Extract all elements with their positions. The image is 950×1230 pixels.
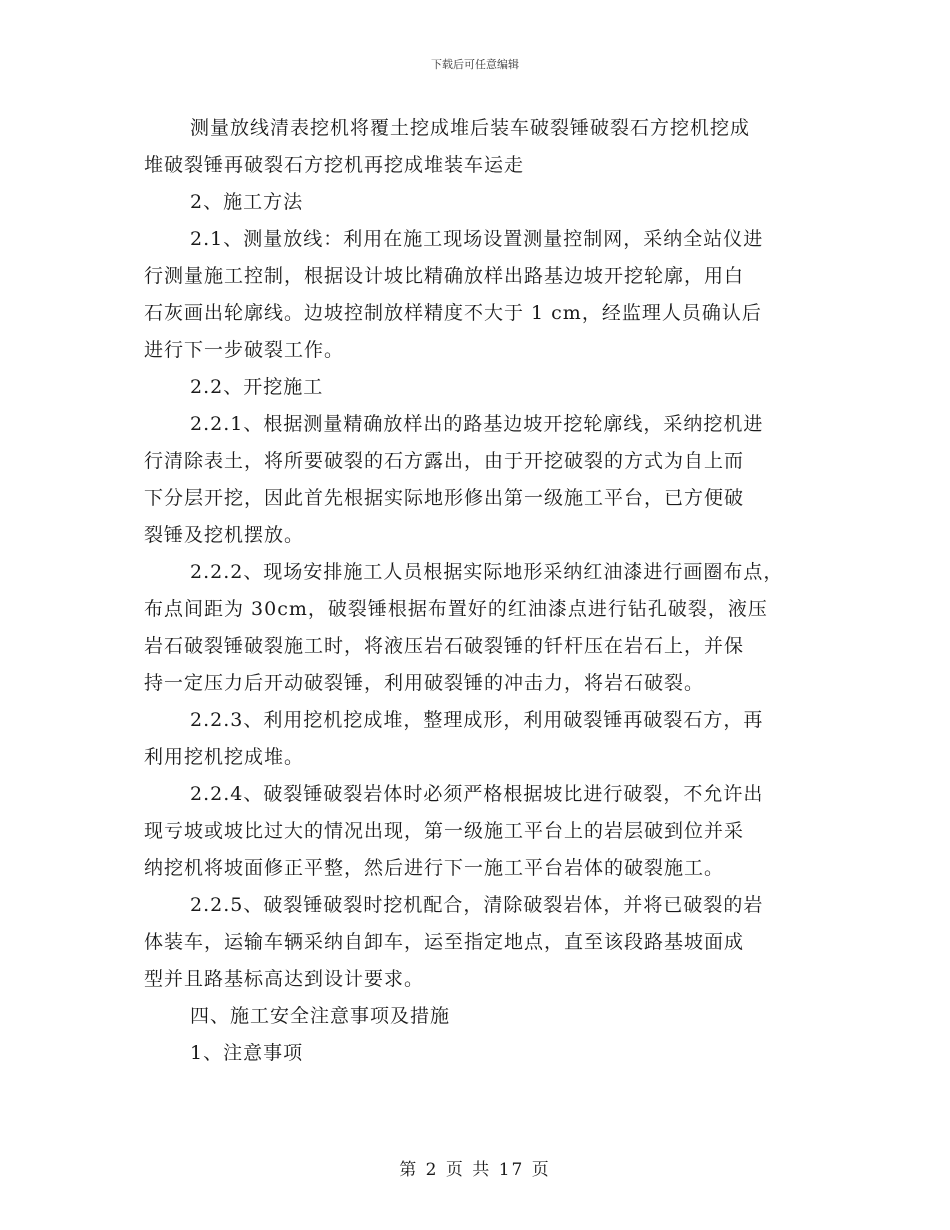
paragraph-line: 2.2.3、利用挖机挖成堆，整理成形，利用破裂锤再破裂石方，再 bbox=[190, 709, 764, 731]
paragraph-line: 型并且路基标高达到设计要求。 bbox=[144, 968, 425, 990]
paragraph-line: 布点间距为 30cm，破裂锤根据布置好的红油漆点进行钻孔破裂，液压 bbox=[144, 598, 768, 620]
paragraph-line: 测量放线清表挖机将覆土挖成堆后装车破裂锤破裂石方挖机挖成 bbox=[190, 117, 751, 139]
paragraph-line: 石灰画出轮廓线。边坡控制放样精度不大于 1 cm，经监理人员确认后 bbox=[144, 302, 762, 324]
page-number: 第 2 页 共 17 页 bbox=[399, 1160, 551, 1180]
paragraph-line: 进行下一步破裂工作。 bbox=[144, 339, 345, 361]
paragraph-line: 现亏坡或坡比过大的情况出现，第一级施工平台上的岩层破到位并采 bbox=[144, 820, 745, 842]
section-heading: 四、施工安全注意事项及措施 bbox=[190, 1005, 451, 1027]
paragraph-line: 纳挖机将坡面修正平整，然后进行下一施工平台岩体的破裂施工。 bbox=[144, 857, 725, 879]
paragraph-line: 持一定压力后开动破裂锤，利用破裂锤的冲击力，将岩石破裂。 bbox=[144, 672, 705, 694]
paragraph-line: 2.2.1、根据测量精确放样出的路基边坡开挖轮廓线，采纳挖机进 bbox=[190, 413, 764, 435]
paragraph-line: 行测量施工控制，根据设计坡比精确放样出路基边坡开挖轮廓，用白 bbox=[144, 265, 745, 287]
document-body bbox=[144, 110, 814, 1072]
paragraph-line: 下分层开挖，因此首先根据实际地形修出第一级施工平台，已方便破 bbox=[144, 487, 745, 509]
paragraph-line: 堆破裂锤再破裂石方挖机再挖成堆装车运走 bbox=[144, 154, 525, 176]
paragraph-line: 岩石破裂锤破裂施工时，将液压岩石破裂锤的钎杆压在岩石上，并保 bbox=[144, 635, 745, 657]
section-heading: 2、施工方法 bbox=[190, 191, 304, 213]
page-header-note: 下载后可任意编辑 bbox=[431, 58, 519, 71]
paragraph-line: 2.2.5、破裂锤破裂时挖机配合，清除破裂岩体，并将已破裂的岩 bbox=[190, 894, 764, 916]
paragraph-line: 体装车，运输车辆采纳自卸车，运至指定地点，直至该段路基坡面成 bbox=[144, 931, 745, 953]
paragraph-line: 2.2.2、现场安排施工人员根据实际地形采纳红油漆进行画圈布点， bbox=[190, 561, 784, 583]
section-heading: 2.2、开挖施工 bbox=[190, 376, 324, 398]
paragraph-line: 裂锤及挖机摆放。 bbox=[144, 524, 305, 546]
paragraph-line: 2.2.4、破裂锤破裂岩体时必须严格根据坡比进行破裂，不允许出 bbox=[190, 783, 764, 805]
paragraph-line: 行清除表土，将所要破裂的石方露出，由于开挖破裂的方式为自上而 bbox=[144, 450, 745, 472]
section-heading: 1、注意事项 bbox=[190, 1042, 304, 1064]
paragraph-line: 利用挖机挖成堆。 bbox=[144, 746, 305, 768]
paragraph-line: 2.1、测量放线：利用在施工现场设置测量控制网，采纳全站仪进 bbox=[190, 228, 764, 250]
